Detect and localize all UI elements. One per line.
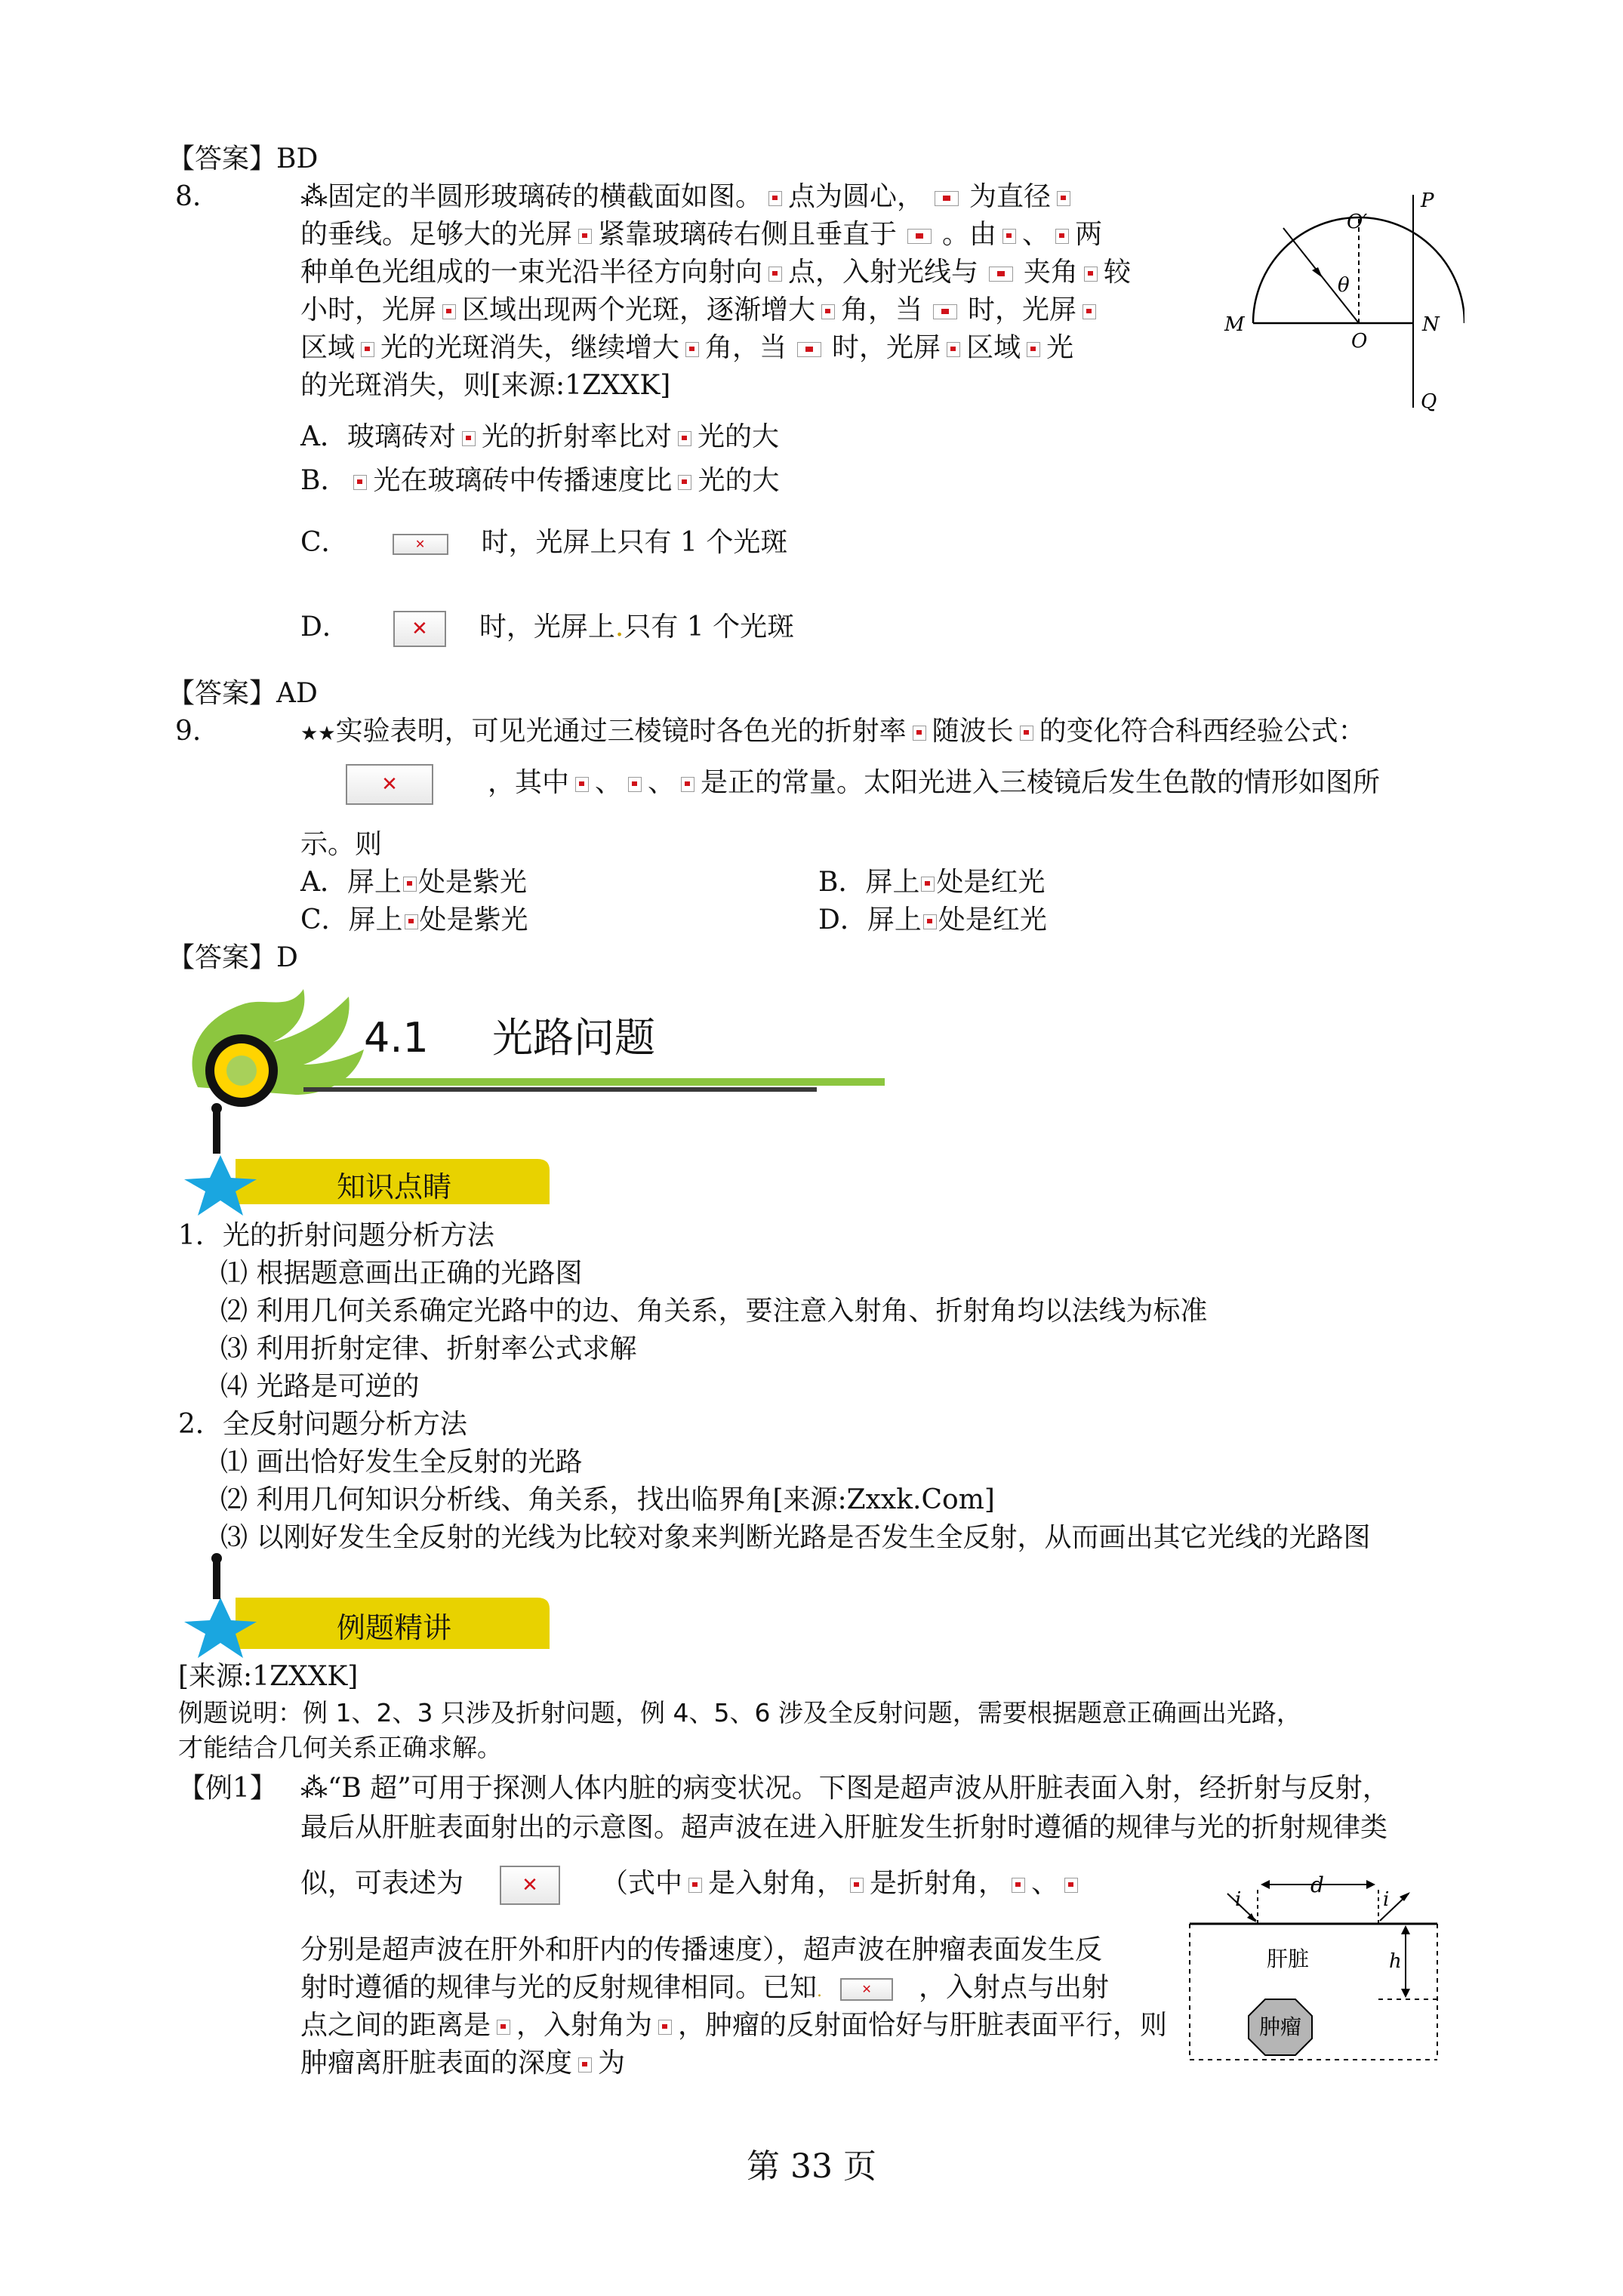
section-title: 光路问题 (492, 1014, 655, 1062)
formula-placeholder-icon (1012, 1878, 1025, 1893)
ex1-line-7: 肿瘤离肝脏表面的深度 为 (300, 2048, 626, 2079)
knowledge-item: ⑵ 利用几何关系确定光路中的边、角关系，要注意入射角、折射角均以法线为标准 (220, 1296, 1208, 1327)
label-O: O (1351, 330, 1368, 353)
formula-placeholder-icon (947, 342, 960, 357)
formula-placeholder-icon (628, 777, 642, 792)
formula-placeholder-icon (685, 342, 699, 357)
arrow-right-icon (1366, 1880, 1375, 1889)
label-tumor: 肿瘤 (1259, 2014, 1302, 2039)
label-i-left: i (1235, 1888, 1242, 1911)
knowledge-heading-2: 2．全反射问题分析方法 (178, 1409, 467, 1440)
formula-image-icon (500, 1866, 560, 1905)
formula-placeholder-icon (907, 229, 932, 244)
q9-line-2: ✕，其中 、 、 是正的常量。太阳光进入三棱镜后发生色散的情形如图所 (346, 764, 1380, 805)
knowledge-banner-title: 知识点睛 (337, 1170, 452, 1203)
examples-banner-title: 例题精讲 (337, 1611, 452, 1644)
label-N: N (1422, 313, 1440, 336)
section-number: 4.1 (364, 1014, 429, 1062)
formula-placeholder-icon (1084, 267, 1098, 282)
label-d: d (1310, 1872, 1324, 1897)
arrow-left-icon (1261, 1880, 1270, 1889)
ex1-line-1: ⁂“B 超”可用于探测人体内脏的病变状况。下图是超声波从肝脏表面入射，经折射与反射， (300, 1773, 1390, 1804)
arrow-down-icon (1401, 1989, 1410, 1998)
formula-placeholder-icon (1027, 342, 1040, 357)
formula-placeholder-icon (1064, 1878, 1078, 1893)
underline-dark (303, 1087, 817, 1092)
q8-answer: 【答案】AD (168, 678, 318, 709)
underline-green (303, 1078, 885, 1086)
q8-number: 8. (175, 181, 202, 212)
formula-placeholder-icon (768, 267, 782, 282)
label-M: M (1224, 313, 1245, 336)
formula-placeholder-icon (933, 304, 957, 319)
knowledge-item: ⑴ 根据题意画出正确的光路图 (220, 1258, 583, 1289)
formula-image-icon (346, 764, 433, 805)
label-liver: 肝脏 (1267, 1946, 1310, 1971)
q8-option-c: C．✕ 时，光屏上只有 1 个光斑 (300, 524, 787, 562)
ray-arrow-icon (1247, 1913, 1256, 1922)
knowledge-item: ⑶ 以刚好发生全反射的光线为比较对象来判断光路是否发生全反射，从而画出其它光线的光路图 (220, 1522, 1371, 1553)
knowledge-heading-1: 1．光的折射问题分析方法 (178, 1220, 494, 1251)
ex1-line-5: 射时遵循的规律与光的反射规律相同。已知.✕ ，入射点与出射 (300, 1969, 1109, 2011)
formula-placeholder-icon (678, 431, 691, 446)
q8-line-5: 区域 光的光斑消失，继续增大 角，当 时，光屏 区域 光 (300, 332, 1074, 363)
q9-answer: 【答案】D (168, 942, 298, 973)
formula-placeholder-icon (935, 191, 959, 206)
formula-placeholder-icon (923, 914, 937, 929)
ex1-liver-figure (1185, 1871, 1442, 2067)
difficulty-stars: ★★ (300, 723, 336, 745)
label-O-prime: O′ (1347, 211, 1368, 233)
formula-placeholder-icon (403, 877, 417, 892)
person-silhouette-icon (213, 1561, 220, 1599)
q9-line-1: ★★实验表明，可见光通过三棱镜时各色光的折射率 随波长 的变化符合科西经验公式： (300, 716, 1366, 747)
examples-source: [来源:1ZXXK] (178, 1661, 359, 1692)
ex1-line-6: 点之间的距离是 ，入射角为 ，肿瘤的反射面恰好与肝脏表面平行，则 (300, 2010, 1168, 2041)
difficulty-stars: ⁂ (300, 181, 328, 212)
formula-placeholder-icon (1083, 304, 1096, 319)
formula-placeholder-icon (797, 342, 821, 357)
formula-placeholder-icon (578, 2057, 592, 2073)
ray-arrow-icon (1312, 267, 1323, 278)
q8-line-6: 的光斑消失，则[来源:1ZXXK] (300, 370, 671, 401)
formula-placeholder-icon (353, 475, 367, 490)
formula-placeholder-icon (678, 475, 691, 490)
formula-placeholder-icon (462, 431, 476, 446)
q9-option-d: D．屏上 处是红光 (818, 905, 1047, 935)
q9-line-3: 示。则 (300, 829, 383, 860)
q9-option-a: A．屏上 处是紫光 (300, 867, 528, 898)
q8-option-d: D．✕ 时，光屏上.只有 1 个光斑 (300, 609, 794, 647)
formula-placeholder-icon (681, 777, 694, 792)
formula-placeholder-icon (989, 267, 1013, 282)
formula-placeholder-icon (1020, 726, 1033, 741)
examples-note-line-1: 例题说明：例 1、2、3 只涉及折射问题，例 4、5、6 涉及全反射问题，需要根据题意正确画出光路， (178, 1698, 1301, 1727)
q8-line-3: 种单色光组成的一束光沿半径方向射向 点，入射光线与 夹角 较 (300, 257, 1132, 288)
arrow-up-icon (1401, 1925, 1410, 1934)
formula-placeholder-icon (688, 1878, 702, 1893)
ex1-line-2: 最后从肝脏表面射出的示意图。超声波在进入肝脏发生折射时遵循的规律与光的折射规律类 (300, 1812, 1388, 1843)
q9-option-c: C．屏上 处是紫光 (300, 905, 528, 935)
formula-placeholder-icon (1057, 191, 1070, 206)
ex1-label: 【例1】 (178, 1773, 277, 1804)
knowledge-item: ⑴ 画出恰好发生全反射的光路 (220, 1447, 583, 1478)
formula-placeholder-icon (1002, 229, 1016, 244)
difficulty-stars: ⁂ (300, 1773, 328, 1804)
formula-placeholder-icon (913, 726, 926, 741)
q8-option-a: A．玻璃砖对 光的折射率比对 光的大 (300, 421, 780, 452)
label-i-right: i (1383, 1888, 1390, 1911)
formula-placeholder-icon (768, 191, 782, 206)
ex1-line-3: 似，可表述为✕ （式中 是入射角， 是折射角， 、 (300, 1865, 1084, 1905)
person-silhouette-icon (213, 1111, 220, 1154)
ball-core-icon (226, 1056, 257, 1086)
formula-placeholder-icon (361, 342, 374, 357)
formula-image-icon (840, 1978, 893, 2001)
knowledge-item: ⑷ 光路是可逆的 (220, 1371, 420, 1402)
formula-placeholder-icon (497, 2020, 510, 2035)
q9-option-b: B．屏上 处是红光 (818, 867, 1046, 898)
examples-note-line-2: 才能结合几何关系正确求解。 (178, 1733, 502, 1762)
formula-placeholder-icon (1055, 229, 1069, 244)
formula-placeholder-icon (658, 2020, 672, 2035)
formula-placeholder-icon (821, 304, 835, 319)
label-P: P (1421, 190, 1434, 212)
knowledge-item: ⑵ 利用几何知识分析线、角关系，找出临界角[来源:Zxxk.Com] (220, 1484, 995, 1515)
q8-semicircle-figure (1208, 181, 1464, 423)
formula-placeholder-icon (442, 304, 456, 319)
formula-placeholder-icon (578, 229, 592, 244)
formula-placeholder-icon (405, 914, 418, 929)
q9-number: 9. (175, 716, 202, 747)
ex1-line-4: 分别是超声波在肝外和肝内的传播速度），超声波在肿瘤表面发生反 (300, 1934, 1103, 1965)
label-h: h (1389, 1950, 1402, 1973)
formula-placeholder-icon (921, 877, 935, 892)
formula-placeholder-icon (850, 1878, 864, 1893)
q7-answer: 【答案】BD (168, 143, 319, 174)
q8-line-2: 的垂线。足够大的光屏 紧靠玻璃砖右侧且垂直于 。由 、 两 (300, 219, 1103, 250)
page-number: 第 33 页 (747, 2147, 876, 2186)
q8-line-1: ⁂固定的半圆形玻璃砖的横截面如图。 点为圆心， 为直径 (300, 178, 1076, 216)
formula-placeholder-icon (575, 777, 589, 792)
label-Q: Q (1421, 390, 1437, 413)
label-theta: θ (1338, 274, 1350, 297)
q8-line-4: 小时，光屏 区域出现两个光斑，逐渐增大 角，当 时，光屏 (300, 291, 1102, 329)
formula-image-icon (393, 534, 448, 555)
formula-image-icon (393, 611, 446, 647)
q8-option-b: B． 光在玻璃砖中传播速度比 光的大 (300, 465, 780, 496)
knowledge-item: ⑶ 利用折射定律、折射率公式求解 (220, 1333, 637, 1364)
